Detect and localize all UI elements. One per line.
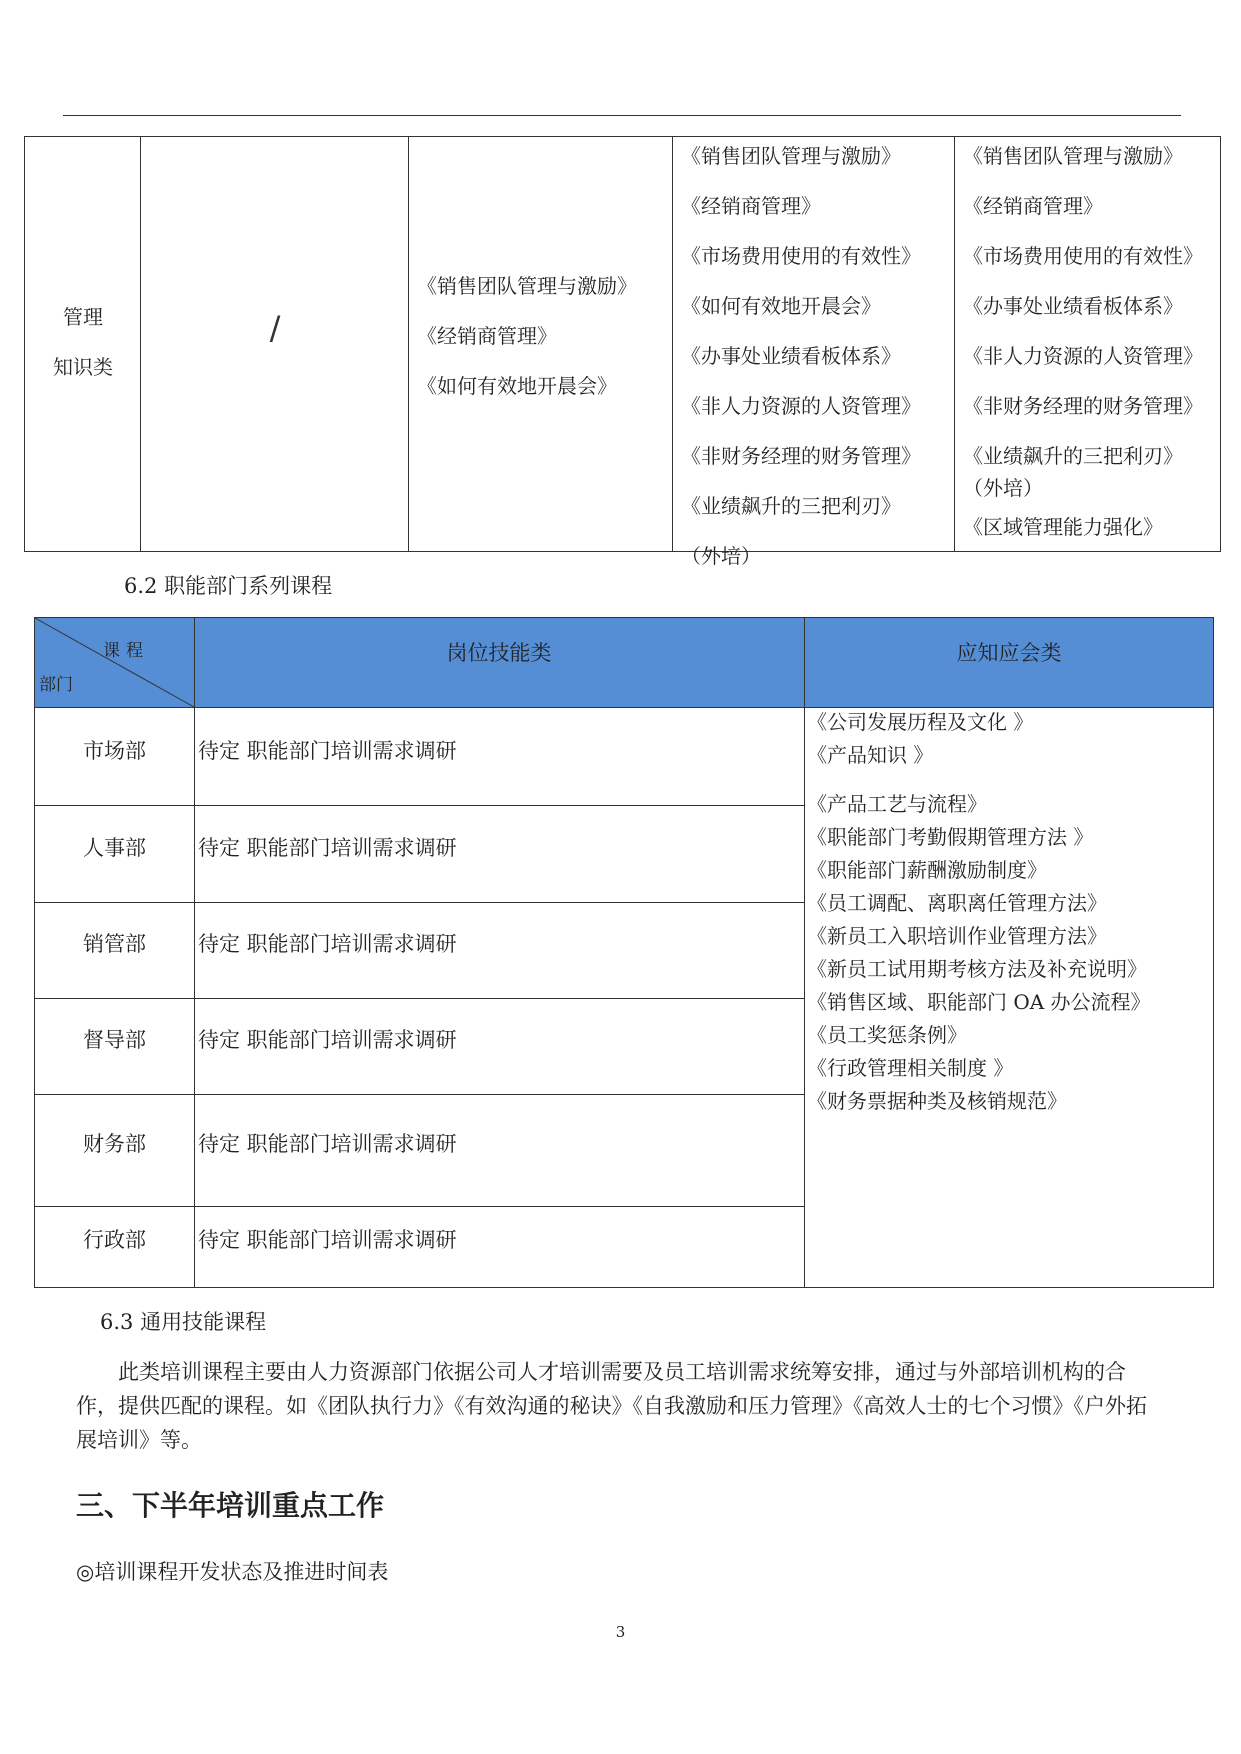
dept-name: 行政部 bbox=[83, 1228, 146, 1252]
knowledge-item: 《行政管理相关制度 》 bbox=[807, 1056, 1014, 1080]
knowledge-item: 《销售区域、职能部门 OA 办公流程》 bbox=[807, 990, 1151, 1014]
course-item: 《非人力资源的人资管理》 bbox=[681, 394, 921, 418]
course-item: 《如何有效地开晨会》 bbox=[417, 374, 617, 398]
course-item: 《销售团队管理与激励》 bbox=[963, 144, 1183, 168]
dept-name: 财务部 bbox=[83, 1132, 146, 1156]
management-course-table bbox=[24, 136, 1221, 568]
col4-course-list bbox=[681, 131, 950, 581]
category-cell bbox=[25, 137, 141, 551]
dept-name: 销管部 bbox=[83, 932, 146, 956]
knowledge-item: 《职能部门薪酬激励制度》 bbox=[807, 858, 1047, 882]
section-6-2-heading: 6.2 职能部门系列课程 bbox=[124, 574, 333, 598]
category-label: 管理 知识类 bbox=[53, 305, 113, 379]
skill-course: 待定 职能部门培训需求调研 bbox=[198, 739, 457, 763]
col5-course-list bbox=[963, 131, 1218, 552]
knowledge-course-list bbox=[807, 706, 1151, 1118]
course-item: 《销售团队管理与激励》 bbox=[681, 144, 901, 168]
skill-course: 待定 职能部门培训需求调研 bbox=[198, 836, 457, 860]
knowledge-item: 《新员工试用期考核方法及补充说明》 bbox=[807, 957, 1147, 981]
course-item: 《市场费用使用的有效性》 bbox=[681, 244, 921, 268]
skill-course: 待定 职能部门培训需求调研 bbox=[198, 1228, 457, 1252]
knowledge-item: 《员工调配、离职离任管理方法》 bbox=[807, 891, 1107, 915]
course-item: 《办事处业绩看板体系》 bbox=[963, 294, 1183, 318]
course-item: 《非财务经理的财务管理》 bbox=[963, 394, 1203, 418]
section-6-3-paragraph: 此类培训课程主要由人力资源部门依据公司人才培训需要及员工培训需求统筹安排，通过与外部培训机构的合作，提供匹配的课程。如《团队执行力》《有效沟通的秘诀》《自我激励和压力管理》《高效人士的七个习惯》《户外拓展培训》等。 bbox=[76, 1360, 1147, 1452]
header-skill-col: 岗位技能类 bbox=[446, 641, 552, 665]
knowledge-item: 《产品知识 》 bbox=[807, 743, 934, 767]
course-item: 《销售团队管理与激励》 bbox=[417, 274, 637, 298]
knowledge-item: 《公司发展历程及文化 》 bbox=[807, 710, 1034, 734]
course-item: 《非财务经理的财务管理》 bbox=[681, 444, 921, 468]
course-item: 《如何有效地开晨会》 bbox=[681, 294, 881, 318]
row-divider bbox=[35, 1206, 804, 1207]
knowledge-item: 《员工奖惩条例》 bbox=[807, 1023, 967, 1047]
header-rule bbox=[63, 115, 1181, 116]
header-know-col: 应知应会类 bbox=[956, 641, 1062, 665]
course-item: 《经销商管理》 bbox=[681, 194, 821, 218]
knowledge-item: 《产品工艺与流程》 bbox=[807, 792, 987, 816]
dept-name: 市场部 bbox=[83, 739, 146, 763]
col2-cell bbox=[141, 137, 409, 551]
row-divider bbox=[35, 1094, 804, 1095]
course-item: （外培） bbox=[681, 544, 761, 568]
course-item: 《市场费用使用的有效性》 bbox=[963, 244, 1203, 268]
course-item: 《业绩飙升的三把利刃》 （外培） bbox=[963, 444, 1183, 500]
col4-cell bbox=[673, 137, 955, 568]
header-course-label: 课程 bbox=[103, 641, 149, 661]
course-item: 《经销商管理》 bbox=[963, 194, 1103, 218]
course-item: 《非人力资源的人资管理》 bbox=[963, 344, 1203, 368]
page-number: 3 bbox=[615, 1623, 626, 1641]
department-course-table bbox=[34, 617, 1214, 1288]
col5-cell bbox=[955, 137, 1222, 551]
row-divider bbox=[35, 805, 804, 806]
dept-name: 督导部 bbox=[83, 1028, 146, 1052]
dept-name: 人事部 bbox=[83, 836, 146, 860]
schedule-subheading: ◎培训课程开发状态及推进时间表 bbox=[76, 1560, 389, 1584]
header-dept-label: 部门 bbox=[39, 675, 73, 695]
skill-course: 待定 职能部门培训需求调研 bbox=[198, 1132, 457, 1156]
course-item: 《业绩飙升的三把利刃》 bbox=[681, 494, 901, 518]
course-item: 《办事处业绩看板体系》 bbox=[681, 344, 901, 368]
section-3-heading: 三、下半年培训重点工作 bbox=[76, 1489, 385, 1522]
skill-course: 待定 职能部门培训需求调研 bbox=[198, 932, 457, 956]
section-6-3-heading: 6.3 通用技能课程 bbox=[100, 1310, 267, 1334]
skill-course: 待定 职能部门培训需求调研 bbox=[198, 1028, 457, 1052]
col-divider bbox=[194, 618, 195, 1287]
col-divider bbox=[804, 618, 805, 1287]
col3-cell bbox=[409, 137, 673, 551]
knowledge-item: 《职能部门考勤假期管理方法 》 bbox=[807, 825, 1094, 849]
row-divider bbox=[35, 902, 804, 903]
course-item: 《经销商管理》 bbox=[417, 324, 557, 348]
empty-slash: / bbox=[269, 309, 281, 347]
col3-course-list bbox=[417, 261, 668, 411]
knowledge-item: 《新员工入职培训作业管理方法》 bbox=[807, 924, 1107, 948]
row-divider bbox=[35, 998, 804, 999]
knowledge-item: 《财务票据种类及核销规范》 bbox=[807, 1089, 1067, 1113]
course-item: 《区域管理能力强化》 bbox=[963, 515, 1163, 539]
